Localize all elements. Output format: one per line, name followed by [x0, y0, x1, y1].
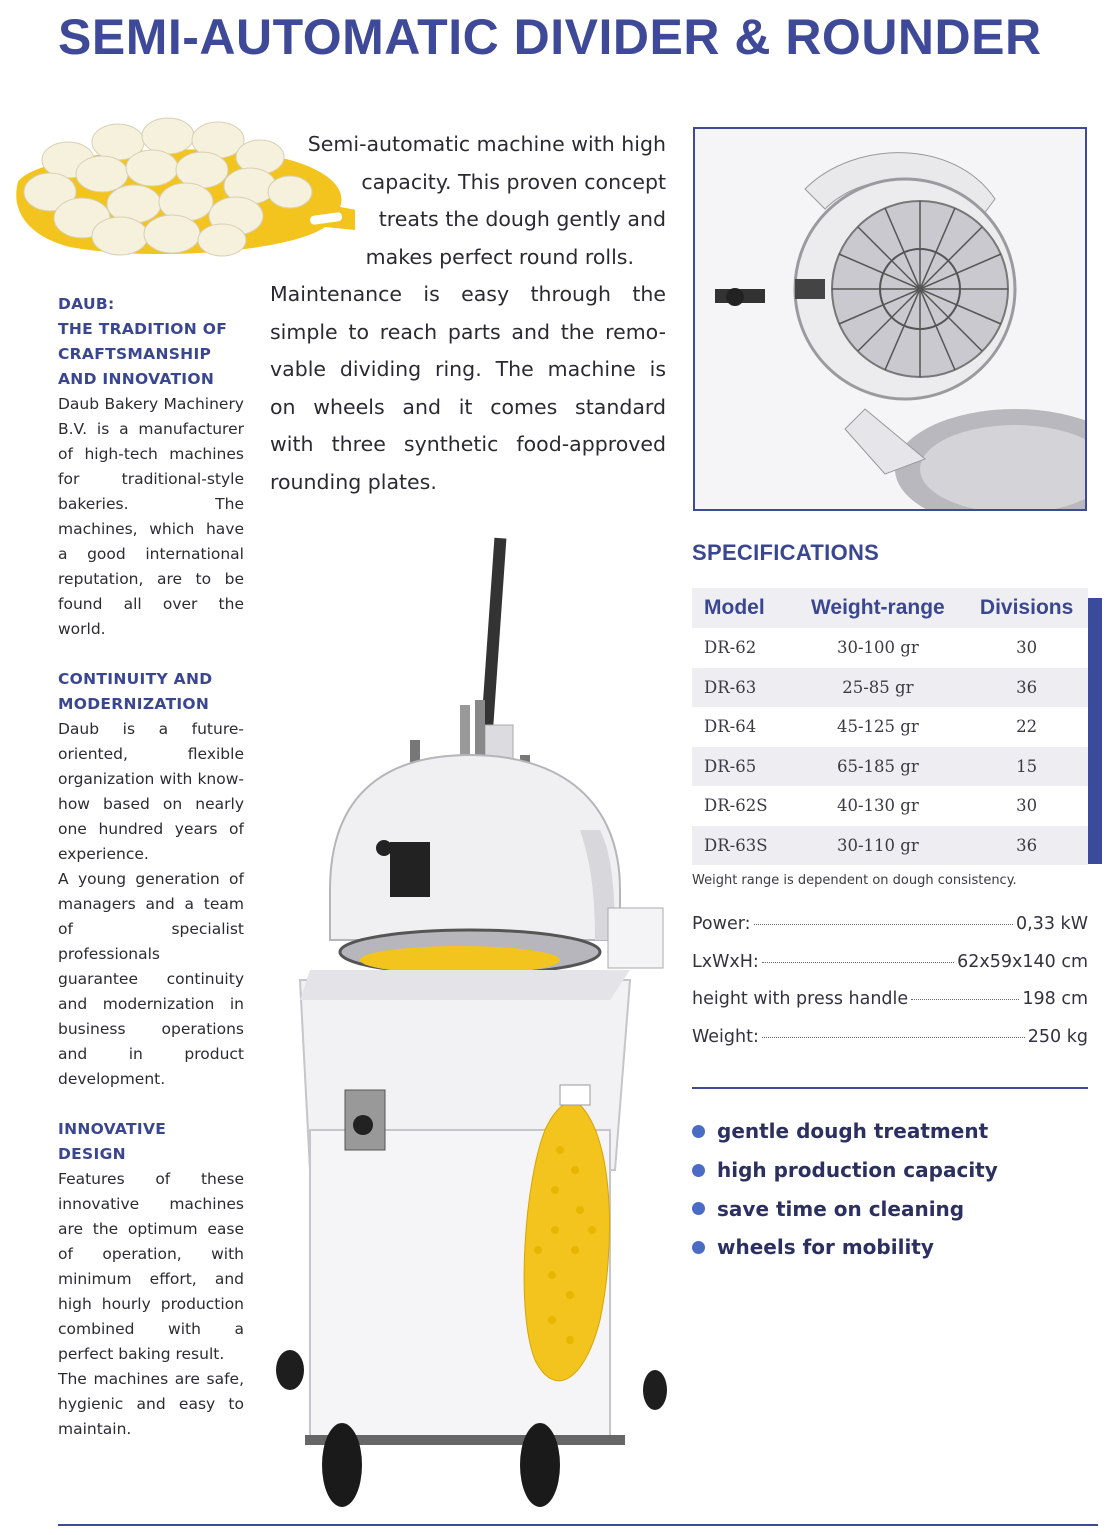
divisions-cell: 15 [965, 747, 1088, 787]
intro-line: treats the dough gently and [378, 207, 666, 231]
property-height-with-handle [692, 989, 1088, 1027]
section-text: The machines are safe, hygienic and easy to maintain. [58, 1370, 244, 1438]
section-heading: CONTINUITY AND MODERNIZATION [58, 670, 213, 713]
intro-line: with three synthetic food-approved [270, 432, 666, 456]
weight-cell: 25-85 gr [790, 668, 965, 708]
weight-cell: 65-185 gr [790, 747, 965, 787]
model-cell: DR-62S [704, 796, 768, 816]
weight-cell: 45-125 gr [836, 717, 919, 737]
intro-paragraph [270, 126, 666, 501]
specifications-table [692, 588, 1088, 865]
divisions-cell: 36 [965, 668, 1088, 708]
weight-cell: 30-110 gr [790, 826, 965, 866]
machine-properties [692, 914, 1088, 1064]
dividing-ring-photo [693, 127, 1087, 511]
bullet-icon [692, 1202, 705, 1215]
divisions-cell: 22 [1016, 717, 1038, 737]
table-header-row [692, 588, 1088, 628]
model-cell: DR-62 [704, 638, 757, 658]
property-value: 250 kg [1027, 1026, 1088, 1047]
property-value: 62x59x140 cm [957, 951, 1088, 972]
section-text: Features of these innovative machines are the optimum ease of operation, with minimum effort, and high hourly production combined with a perfect baking result. [58, 1170, 244, 1363]
bullet-icon [692, 1164, 705, 1177]
property-weight [692, 1027, 1088, 1065]
section-text: Daub is a future-oriented, flexible organization with know-how based on nearly one hundred years of experience. [58, 720, 244, 863]
model-cell: DR-63S [692, 826, 790, 866]
sidebar-section-daub [58, 292, 244, 642]
intro-line: Maintenance is easy through the [270, 282, 666, 306]
column-header-weight-range: Weight-range [790, 588, 965, 628]
specifications-note: Weight range is dependent on dough consistency. [692, 873, 1017, 888]
dotted-leader [762, 962, 954, 963]
table-row [692, 628, 1088, 668]
footer-line [58, 1524, 1098, 1526]
list-item: save time on cleaning [692, 1189, 998, 1228]
section-text: A young generation of managers and a team of specialist professionals guarantee continuity and modernization in business operations and in product development. [58, 870, 244, 1088]
column-header-divisions: Divisions [965, 588, 1088, 628]
list-item: high production capacity [692, 1151, 998, 1190]
page-title: SEMI-AUTOMATIC DIVIDER & ROUNDER [58, 9, 1042, 65]
intro-line: capacity. This proven concept [361, 169, 666, 194]
specifications-title: SPECIFICATIONS [692, 540, 880, 565]
dotted-leader [911, 999, 1019, 1000]
table-row [692, 747, 1088, 787]
divisions-cell: 36 [965, 826, 1088, 866]
model-cell: DR-64 [704, 717, 757, 737]
bullet-icon [692, 1125, 705, 1138]
sidebar [58, 292, 244, 1467]
dotted-leader [754, 924, 1014, 925]
sidebar-section-continuity [58, 667, 244, 1092]
section-heading: DAUB: THE TRADITION OF CRAFTSMANSHIP AND INNOVATION [58, 295, 228, 388]
divider-line [692, 1087, 1088, 1089]
sidebar-section-design [58, 1117, 244, 1442]
intro-line: makes perfect round rolls. [365, 244, 634, 269]
divisions-cell: 30 [1016, 638, 1038, 658]
dividing-ring-image [695, 129, 1085, 509]
model-cell: DR-65 [692, 747, 790, 787]
section-text: Daub Bakery Machinery B.V. is a manufacturer of high-tech machines for traditional-style bakeries. The machines, which have a good international reputation, are to be found all over the world. [58, 395, 244, 638]
column-header-model: Model [692, 588, 790, 628]
bullet-icon [692, 1241, 705, 1254]
intro-line: on wheels and it comes standard [270, 394, 666, 419]
weight-cell: 30-100 gr [836, 638, 919, 658]
property-value: 198 cm [1022, 989, 1088, 1009]
list-item: wheels for mobility [692, 1228, 998, 1267]
weight-cell: 40-130 gr [836, 796, 919, 816]
section-heading: INNOVATIVE DESIGN [58, 1120, 167, 1163]
intro-line: vable dividing ring. The machine is [270, 357, 666, 381]
feature-list [692, 1112, 998, 1267]
table-row [692, 786, 1088, 826]
list-item: gentle dough treatment [692, 1112, 998, 1151]
intro-line: Semi-automatic machine with high [307, 132, 666, 156]
property-label: Power: [692, 914, 751, 934]
property-label: Weight: [692, 1026, 759, 1047]
divisions-cell: 30 [1016, 796, 1038, 816]
property-label: LxWxH: [692, 951, 759, 972]
specifications-table-box [692, 588, 1102, 864]
divider-rounder-machine-image [270, 530, 670, 1530]
model-cell: DR-63 [692, 668, 790, 708]
property-label: height with press handle [692, 989, 909, 1009]
intro-line: rounding plates. [270, 469, 437, 494]
table-row [692, 668, 1088, 708]
property-dimensions [692, 952, 1088, 990]
property-power [692, 914, 1088, 952]
intro-line: simple to reach parts and the remo- [270, 319, 666, 344]
table-row [692, 707, 1088, 747]
dotted-leader [762, 1037, 1025, 1038]
property-value: 0,33 kW [1016, 914, 1088, 934]
table-row [692, 826, 1088, 866]
